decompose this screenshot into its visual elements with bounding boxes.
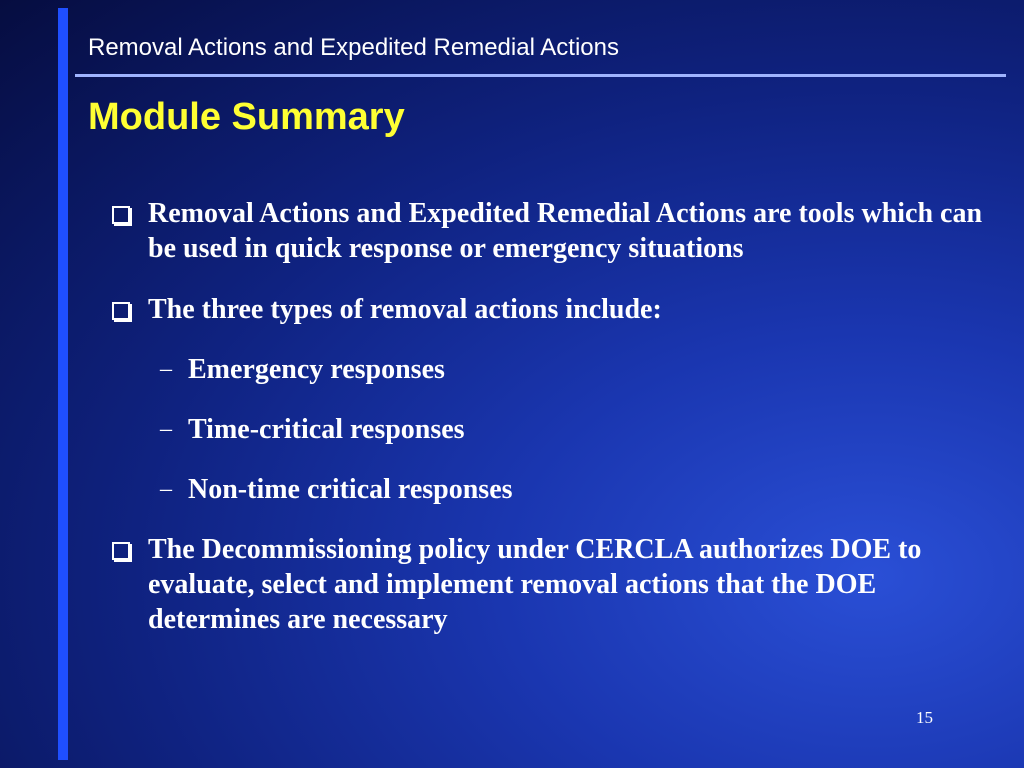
dash-icon: – <box>160 416 172 442</box>
hollow-square-bullet-icon <box>112 206 130 224</box>
sub-bullet-text: Non-time critical responses <box>188 474 513 505</box>
sub-bullet-item <box>110 412 990 447</box>
bullet-item <box>110 292 990 327</box>
hollow-square-bullet-icon <box>112 542 130 560</box>
sub-bullet-item <box>110 472 990 507</box>
dash-icon: – <box>160 356 172 382</box>
dash-icon: – <box>160 476 172 502</box>
bullet-item <box>110 532 990 637</box>
bullet-text: The three types of removal actions include: <box>148 294 662 325</box>
sub-bullet-item <box>110 352 990 387</box>
bullet-text: The Decommissioning policy under CERCLA authorizes DOE to evaluate, select and implement removal actions that the DOE determines are necessary <box>148 534 922 635</box>
sub-bullet-text: Time-critical responses <box>188 414 465 445</box>
slide-content <box>110 196 990 637</box>
sub-bullet-text: Emergency responses <box>188 354 445 385</box>
left-accent-bar <box>58 8 68 760</box>
bullet-text: Removal Actions and Expedited Remedial Actions are tools which can be used in quick response or emergency situations <box>148 198 983 264</box>
header-divider <box>75 74 1006 77</box>
slide-title: Module Summary <box>88 96 405 138</box>
hollow-square-bullet-icon <box>112 302 130 320</box>
bullet-item <box>110 196 990 266</box>
header-title: Removal Actions and Expedited Remedial Actions <box>88 34 619 61</box>
page-number: 15 <box>916 708 933 727</box>
